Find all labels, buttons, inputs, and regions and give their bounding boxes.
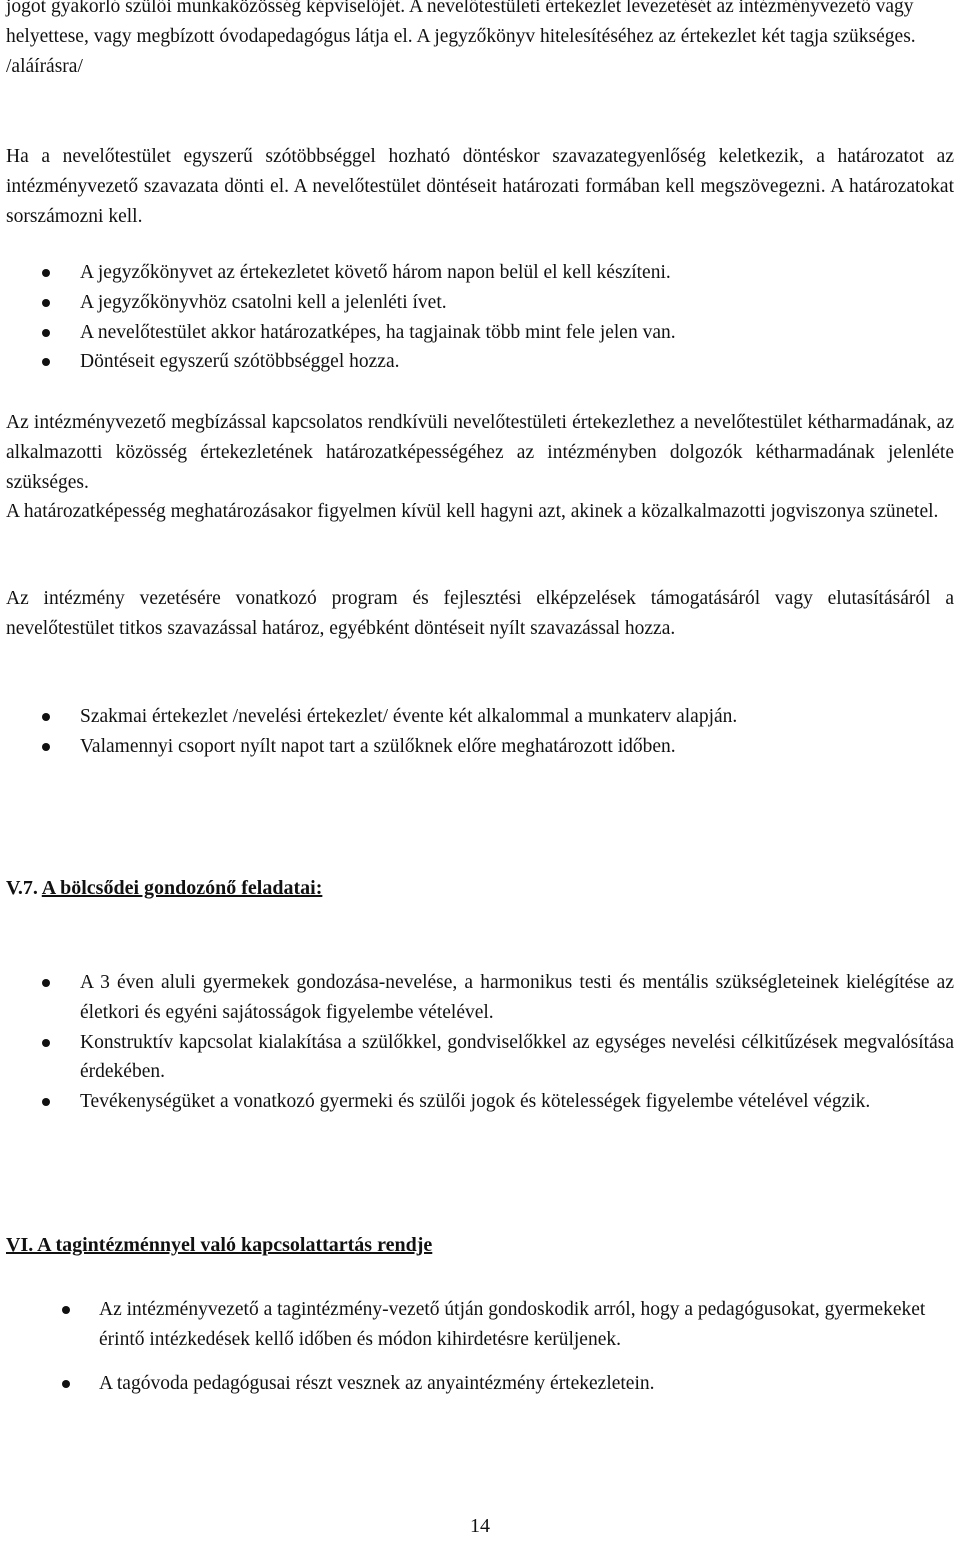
section-title: A bölcsődei gondozónő feladatai: — [41, 877, 323, 899]
bullet-icon — [42, 1039, 50, 1047]
list-item: Szakmai értekezlet /nevelési értekezlet/ évente két alkalommal a munkaterv alapján. — [0, 702, 954, 732]
bullet-icon — [42, 299, 50, 307]
list-item: Valamennyi csoport nyílt napot tart a szülőknek előre meghatározott időben. — [0, 732, 954, 762]
section-heading-vi — [6, 1231, 432, 1261]
paragraph-extraordinary-meeting: Az intézményvezető megbízással kapcsolatos rendkívüli nevelőtestületi értekezlethez a nevelőtestület kétharmadának, az alkalmazotti közösség értekezletének határozatképességéhez az intézményben dolgozók kétharmadának jelenléte szükséges. — [6, 412, 954, 493]
bullet-icon — [42, 713, 50, 721]
list-item: A jegyzőkönyvhöz csatolni kell a jelenléti ívet. — [0, 288, 954, 318]
paragraph-quorum: A határozatképesség meghatározásakor figyelmen kívül kell hagyni azt, akinek a közalkalmazotti jogviszonya szünetel. — [6, 501, 939, 522]
bullet-icon — [42, 358, 50, 366]
list-item: A nevelőtestület akkor határozatképes, ha tagjainak több mint fele jelen van. — [0, 318, 954, 348]
bullet-icon — [42, 743, 50, 751]
list-item: Döntéseit egyszerű szótöbbséggel hozza. — [0, 347, 954, 377]
bullet-icon — [42, 329, 50, 337]
bullet-icon — [42, 979, 50, 987]
section-title: VI. A tagintézménnyel való kapcsolattartás rendje — [6, 1234, 433, 1256]
bullet-list-minutes — [0, 258, 954, 377]
list-item: A tagóvoda pedagógusai részt vesznek az anyaintézmény értekezletein. — [0, 1369, 954, 1399]
list-item: Az intézményvezető a tagintézmény-vezető útján gondoskodik arról, hogy a pedagógusokat, gyermekeket érintő intézkedések kellő időben és módon kihirdetésre kerüljenek. — [0, 1295, 954, 1355]
section-heading-v7 — [6, 874, 322, 904]
page-number: 14 — [470, 1515, 490, 1537]
paragraph-meeting-leadership: jogot gyakorló szülői munkaközösség képviselőjét. A nevelőtestületi értekezlet levezetését az intézményvezető vagy helyettese, vagy megbízott óvodapedagógus látja el. A jegyzőkönyv hitelesítéséhez az értekezlet két tagja szükséges. /aláírásra/ — [6, 0, 916, 77]
bullet-icon — [42, 269, 50, 277]
bullet-list-nursery-duties — [0, 968, 954, 1117]
paragraph-tie-vote: Ha a nevelőtestület egyszerű szótöbbséggel hozható döntéskor szavazategyenlőség keletkezik, a határozatot az intézményvezető szavazata dönti el. A nevelőtestület döntéseit határozati formában kell megszövegezni. A határozatokat sorszámozni kell. — [6, 146, 954, 227]
list-item: A jegyzőkönyvet az értekezletet követő három napon belül el kell készíteni. — [0, 258, 954, 288]
list-item: Konstruktív kapcsolat kialakítása a szülőkkel, gondviselőkkel az egységes nevelési célkitűzések megvalósítása érdekében. — [0, 1028, 954, 1088]
bullet-icon — [62, 1380, 70, 1388]
section-number: V.7. — [6, 877, 38, 899]
list-item: Tevékenységüket a vonatkozó gyermeki és szülői jogok és kötelességek figyelembe vételével végzik. — [0, 1087, 954, 1117]
paragraph-secret-ballot: Az intézmény vezetésére vonatkozó program és fejlesztési elképzelések támogatásáról vagy elutasításáról a nevelőtestület titkos szavazással határoz, egyébként döntéseit nyílt szavazással hozza. — [6, 588, 954, 639]
bullet-list-meetings — [0, 702, 954, 762]
list-item: A 3 éven aluli gyermekek gondozása-nevelése, a harmonikus testi és mentális szükségleteinek kielégítése az életkori és egyéni sajátosságok figyelembe vételével. — [0, 968, 954, 1028]
bullet-icon — [42, 1098, 50, 1106]
bullet-icon — [62, 1306, 70, 1314]
bullet-list-member-institution — [0, 1295, 954, 1398]
